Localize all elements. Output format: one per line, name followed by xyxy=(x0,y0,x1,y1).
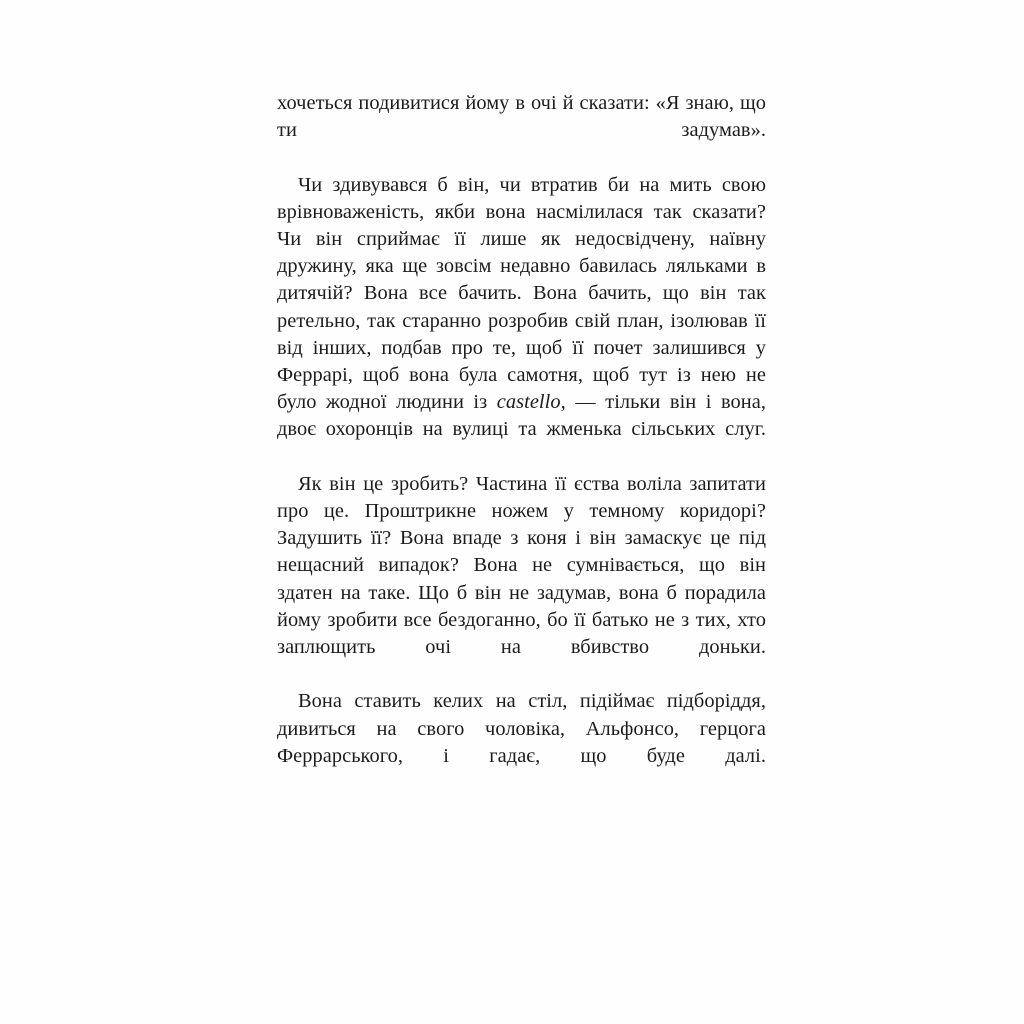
paragraph-4: Вона ставить келих на стіл, підіймає підборіддя, дивиться на свого чоловіка, Альфонсо, герцога Феррарського, і гадає, що буде далі. xyxy=(277,690,766,767)
italic-term-castello: castello xyxy=(496,391,561,414)
paragraph-2 xyxy=(277,172,766,471)
paragraph-1: хочеться подивитися йому в очі й сказати: «Я знаю, що ти задумав». xyxy=(277,92,766,142)
page-text-block xyxy=(277,90,766,797)
paragraph-3: Як він це зробить? Частина її єства воліла запитати про це. Проштрикне ножем у темному коридорі? Задушить її? Вона впаде з коня і він замаскує це під нещасний випадок? Вона не сумнівається, що він здатен на таке. Що б він не задумав, вона б порадила йому зробити все бездоганно, бо її батько не з тих, хто заплющить очі на вбивство доньки. xyxy=(277,472,766,659)
paragraph-2-lead-text: Чи здивувався б він, чи втратив би на мить свою врівноваженість, якби вона насмілилася так сказати? Чи він сприймає її лише як недосвідчену, наївну дружину, яка ще зовсім недавно бавилась ляльками в дитячій? Вона все бачить. Вона бачить, що він так ретельно, так старанно розробив свій план, ізолював її від інших, подбав про те, щоб її почет залишився у Феррарі, щоб вона була самотня, щоб тут із нею не було жодної людини із xyxy=(277,173,766,414)
paragraph-2-tail-text: , — тільки він і вона, двоє охоронців на вулиці та жменька сільських слуг. xyxy=(277,391,767,441)
